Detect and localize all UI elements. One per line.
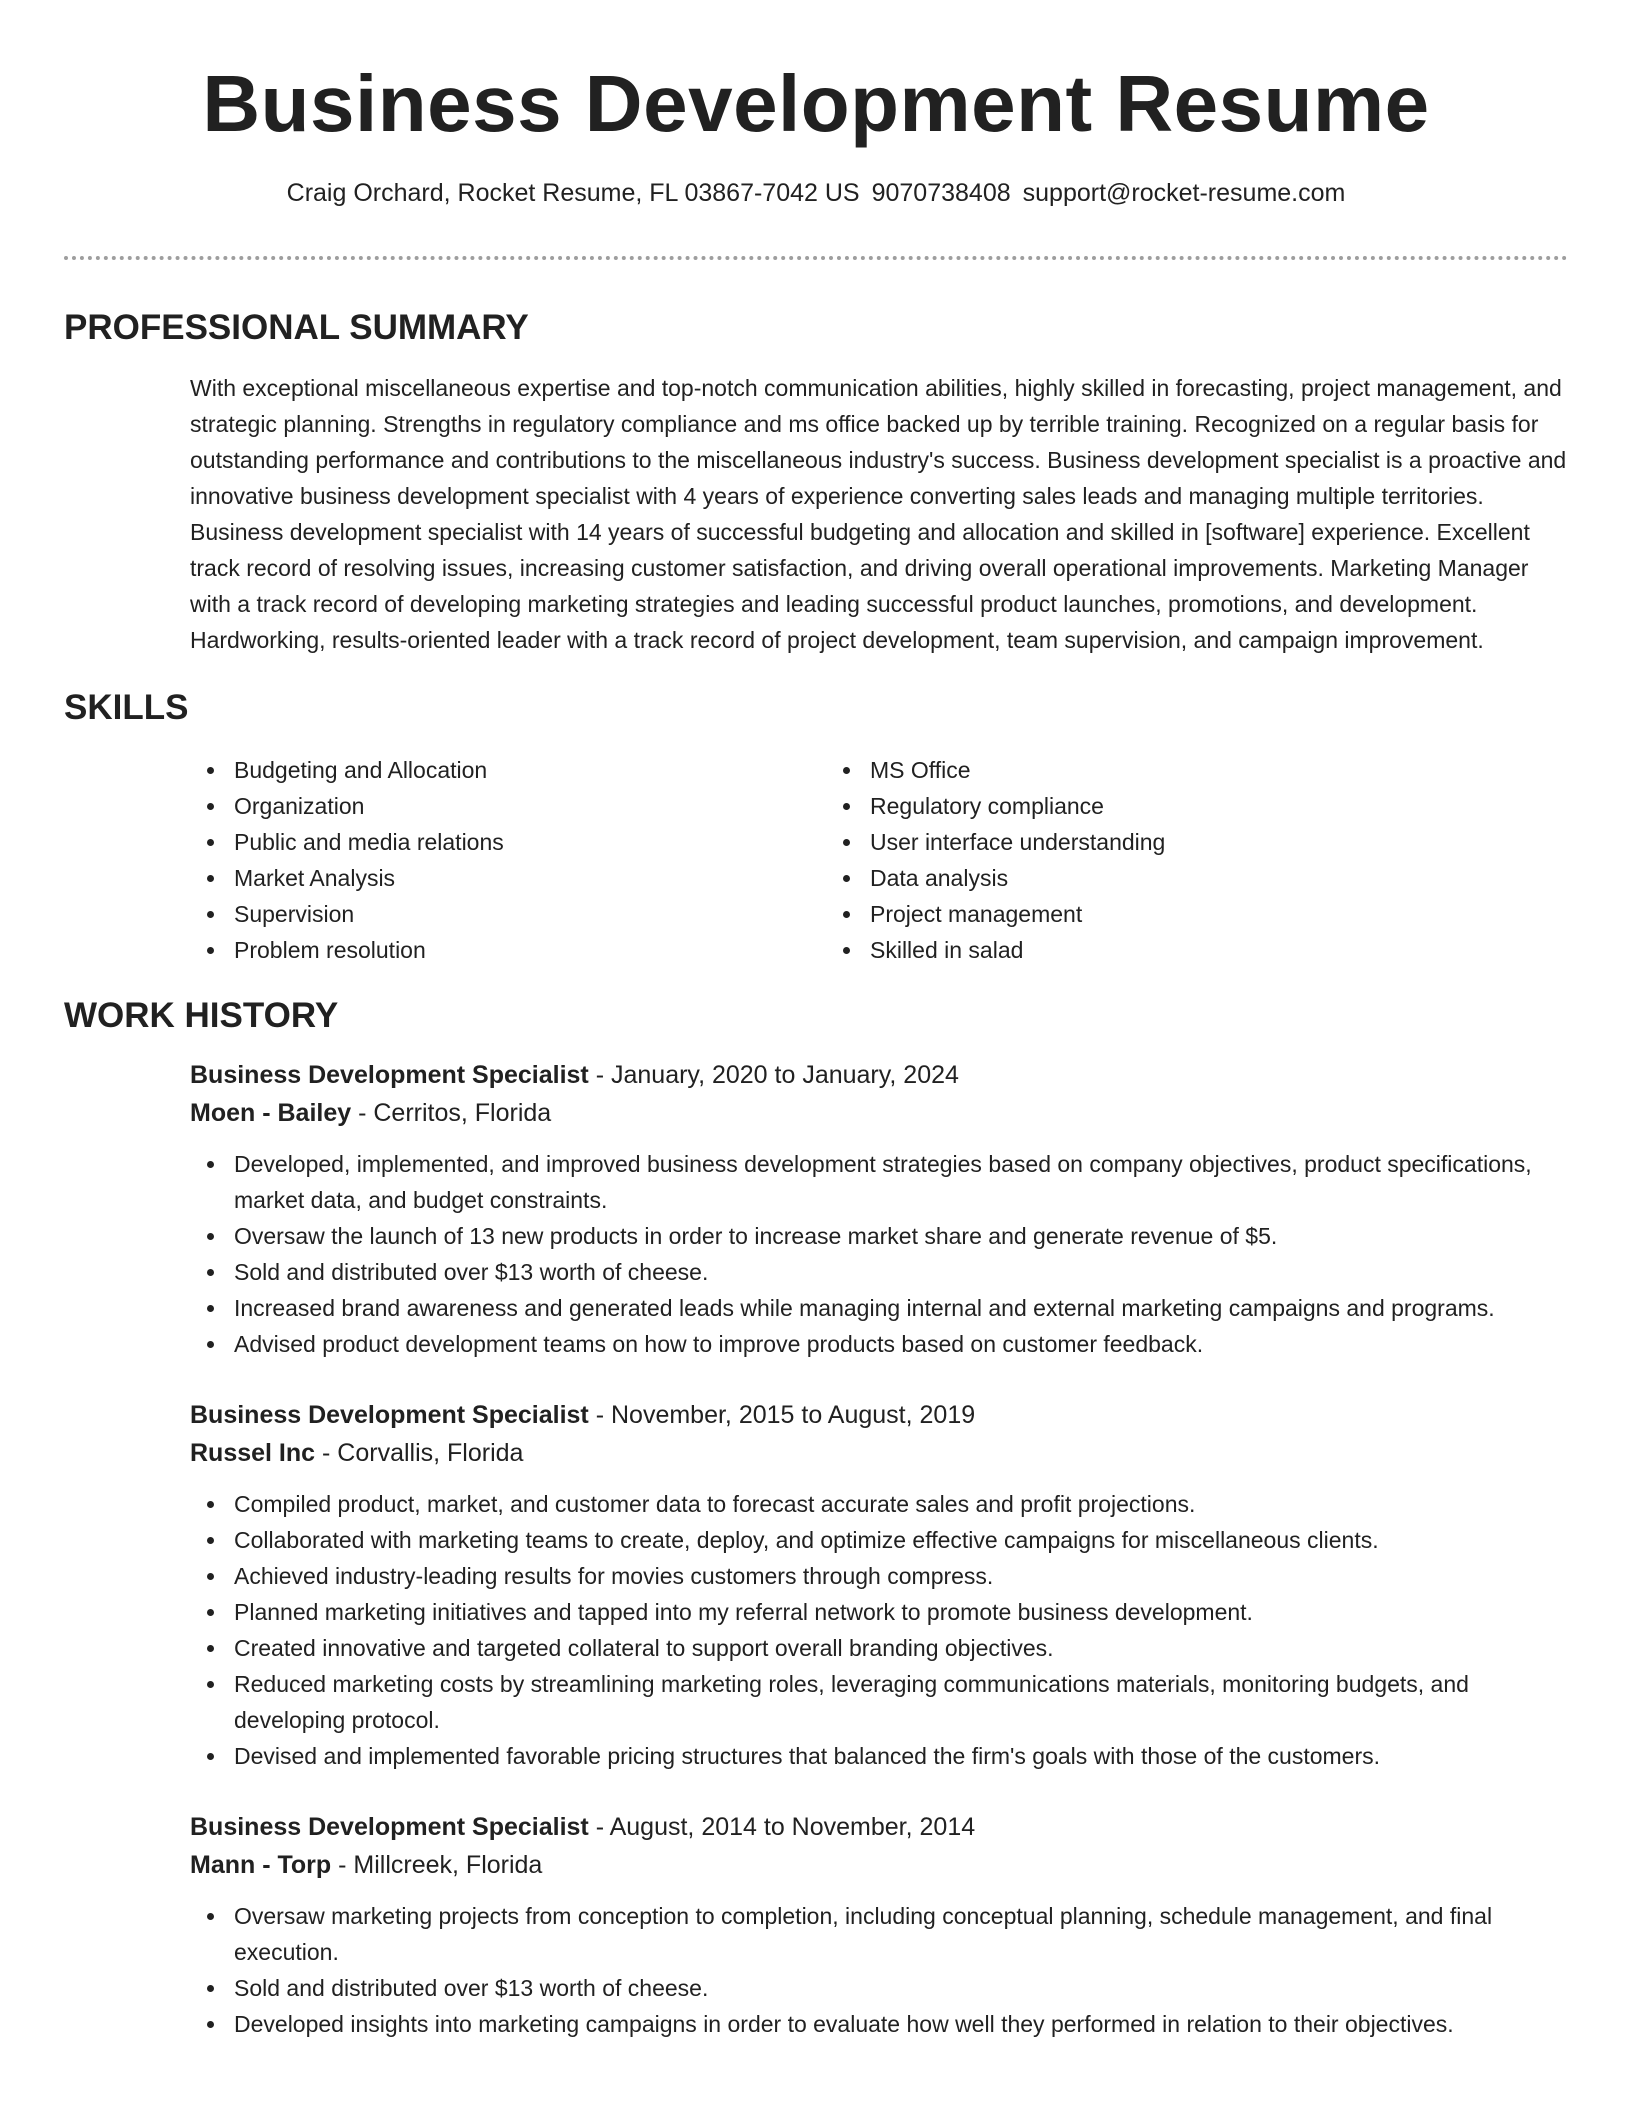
job-entry	[190, 1056, 1568, 1362]
skills-section	[64, 686, 1568, 968]
job-bullet: Collaborated with marketing teams to create, deploy, and optimize effective campaigns for miscellaneous clients.	[234, 1522, 1568, 1558]
skill-item: Market Analysis	[234, 860, 826, 896]
job-bullet: Oversaw the launch of 13 new products in order to increase market share and generate revenue of $5.	[234, 1218, 1568, 1254]
skills-heading: SKILLS	[64, 688, 189, 727]
job-company-line	[190, 1434, 1568, 1472]
job-bullet: Developed, implemented, and improved business development strategies based on company objectives, product specifications, market data, and budget constraints.	[234, 1146, 1568, 1218]
job-bullet: Increased brand awareness and generated leads while managing internal and external marketing campaigns and programs.	[234, 1290, 1568, 1326]
contact-address: Craig Orchard, Rocket Resume, FL 03867-7042 US	[286, 179, 860, 207]
job-bullets	[190, 1486, 1568, 1774]
job-bullet: Created innovative and targeted collateral to support overall branding objectives.	[234, 1630, 1568, 1666]
job-bullet: Sold and distributed over $13 worth of cheese.	[234, 1254, 1568, 1290]
job-company: Mann - Torp	[190, 1851, 332, 1879]
work-history-section	[64, 994, 1568, 2042]
skill-item: Skilled in salad	[870, 932, 1462, 968]
skill-item: Public and media relations	[234, 824, 826, 860]
job-dates: - November, 2015 to August, 2019	[588, 1401, 976, 1429]
job-title-line	[190, 1056, 1568, 1094]
job-company: Moen - Bailey	[190, 1099, 352, 1127]
job-bullet: Devised and implemented favorable pricing structures that balanced the firm's goals with those of the customers.	[234, 1738, 1568, 1774]
job-bullet: Planned marketing initiatives and tapped into my referral network to promote business development.	[234, 1594, 1568, 1630]
job-bullets	[190, 1898, 1568, 2042]
contact-phone: 9070738408	[871, 179, 1011, 207]
job-company-line	[190, 1846, 1568, 1884]
job-entry	[190, 1808, 1568, 2042]
job-company: Russel Inc	[190, 1439, 316, 1467]
resume-page	[64, 0, 1568, 2042]
job-title: Business Development Specialist	[190, 1401, 589, 1429]
job-bullets	[190, 1146, 1568, 1362]
work-history-heading: WORK HISTORY	[64, 996, 339, 1035]
job-title: Business Development Specialist	[190, 1061, 589, 1089]
header-divider	[64, 256, 1568, 260]
job-company-line	[190, 1094, 1568, 1132]
skill-item: Organization	[234, 788, 826, 824]
job-location: - Cerritos, Florida	[351, 1099, 552, 1127]
job-location: - Corvallis, Florida	[315, 1439, 524, 1467]
contact-line	[64, 176, 1568, 210]
job-bullet: Oversaw marketing projects from conception to completion, including conceptual planning, schedule management, and final execution.	[234, 1898, 1568, 1970]
skill-item: User interface understanding	[870, 824, 1462, 860]
job-dates: - January, 2020 to January, 2024	[588, 1061, 959, 1089]
summary-heading: PROFESSIONAL SUMMARY	[64, 308, 529, 347]
skill-item: Budgeting and Allocation	[234, 752, 826, 788]
skill-item: Supervision	[234, 896, 826, 932]
job-title-line	[190, 1396, 1568, 1434]
summary-section	[64, 306, 1568, 658]
skill-item: Regulatory compliance	[870, 788, 1462, 824]
job-bullet: Advised product development teams on how to improve products based on customer feedback.	[234, 1326, 1568, 1362]
skill-item: MS Office	[870, 752, 1462, 788]
job-bullet: Reduced marketing costs by streamlining marketing roles, leveraging communications materials, monitoring budgets, and developing protocol.	[234, 1666, 1568, 1738]
skills-columns	[190, 752, 1568, 968]
skill-item: Problem resolution	[234, 932, 826, 968]
contact-email: support@rocket-resume.com	[1022, 179, 1346, 207]
job-bullet: Sold and distributed over $13 worth of cheese.	[234, 1970, 1568, 2006]
job-bullet: Developed insights into marketing campaigns in order to evaluate how well they performed in relation to their objectives.	[234, 2006, 1568, 2042]
job-entry	[190, 1396, 1568, 1774]
summary-text: With exceptional miscellaneous expertise and top-notch communication abilities, highly skilled in forecasting, project management, and strategic planning. Strengths in regulatory compliance and ms office backed up by terrible training. Recognized on a regular basis for outstanding performance and contributions to the miscellaneous industry's success. Business development specialist is a proactive and innovative business development specialist with 4 years of experience converting sales leads and managing multiple territories. Business development specialist with 14 years of successful budgeting and allocation and skilled in [software] experience. Excellent track record of resolving issues, increasing customer satisfaction, and driving overall operational improvements. Marketing Manager with a track record of developing marketing strategies and leading successful product launches, promotions, and development. Hardworking, results-oriented leader with a track record of project development, team supervision, and campaign improvement.	[190, 375, 1567, 653]
job-location: - Millcreek, Florida	[331, 1851, 543, 1879]
skill-item: Data analysis	[870, 860, 1462, 896]
job-bullet: Achieved industry-leading results for movies customers through compress.	[234, 1558, 1568, 1594]
skill-item: Project management	[870, 896, 1462, 932]
resume-title: Business Development Resume	[202, 59, 1430, 148]
job-dates: - August, 2014 to November, 2014	[588, 1813, 976, 1841]
job-bullet: Compiled product, market, and customer data to forecast accurate sales and profit projections.	[234, 1486, 1568, 1522]
skills-list-right	[826, 752, 1462, 968]
job-title-line	[190, 1808, 1568, 1846]
skills-list-left	[190, 752, 826, 968]
job-title: Business Development Specialist	[190, 1813, 589, 1841]
